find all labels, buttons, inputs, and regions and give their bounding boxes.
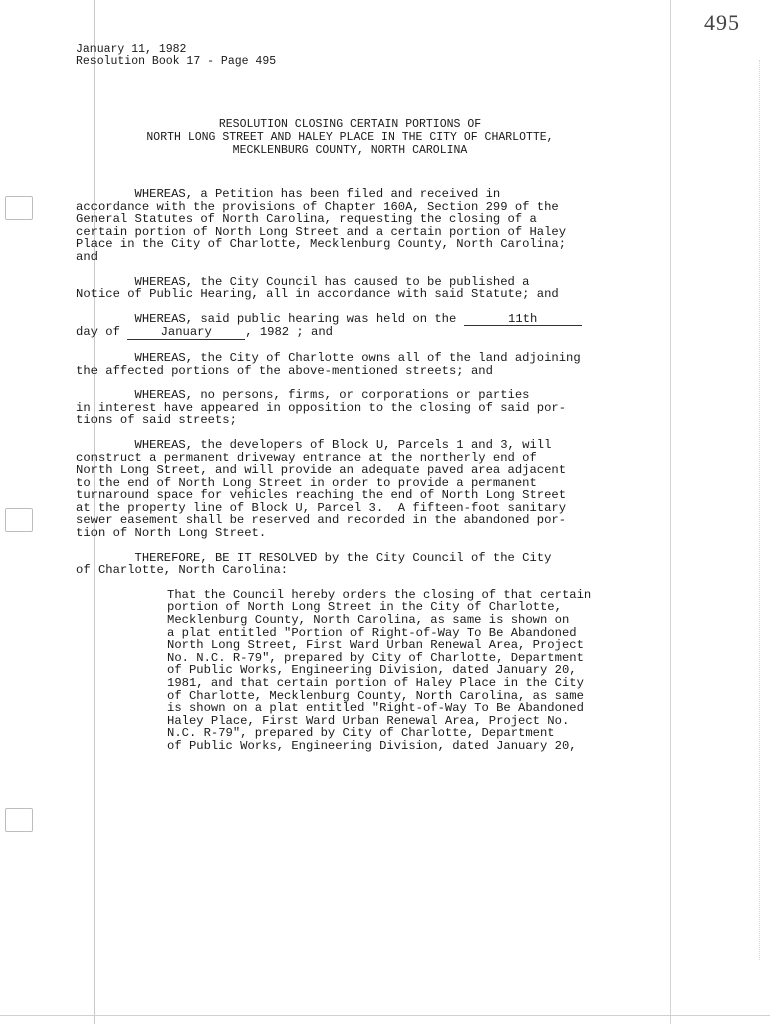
binder-hole-top <box>5 196 33 220</box>
whereas-opposition-paragraph <box>76 389 716 427</box>
text-line: WHEREAS, the City Council has caused to be published a <box>76 274 530 289</box>
text-line: and <box>76 249 98 264</box>
text-line: turnaround space for vehicles reaching the end of North Long Street <box>76 488 567 503</box>
text-line: Notice of Public Hearing, all in accordance with said Statute; and <box>76 287 559 302</box>
text-line: Haley Place, First Ward Urban Renewal Area, Project No. <box>167 713 570 728</box>
whereas-notice-paragraph <box>76 276 716 301</box>
text-line: of Charlotte, North Carolina: <box>76 563 289 578</box>
bottom-edge-line <box>0 1015 770 1016</box>
text-line: portion of North Long Street in the City of Charlotte, <box>167 600 562 615</box>
text-line: Mecklenburg County, North Carolina, as same is shown on <box>167 613 570 628</box>
text-line: accordance with the provisions of Chapter 160A, Section 299 of the <box>76 199 559 214</box>
text-line: WHEREAS, a Petition has been filed and received in <box>76 187 501 201</box>
whereas-developers-paragraph <box>76 439 716 540</box>
text-line: WHEREAS, the City of Charlotte owns all of the land adjoining <box>76 350 581 365</box>
text-line: of Public Works, Engineering Division, dated January 20, <box>167 663 577 678</box>
text-line: tion of North Long Street. <box>76 526 267 541</box>
text-line: 1981, and that certain portion of Haley Place in the City <box>167 676 584 690</box>
hearing-prefix: WHEREAS, said public hearing was held on the <box>76 311 464 326</box>
title-line-1: RESOLUTION CLOSING CERTAIN PORTIONS OF <box>218 118 482 131</box>
text-line <box>76 313 716 327</box>
whereas-hearing-paragraph <box>76 313 716 340</box>
text-line: General Statutes of North Carolina, requesting the closing of a <box>76 212 537 227</box>
text-line: No. N.C. R-79", prepared by City of Charlotte, Department <box>167 650 584 665</box>
text-line: WHEREAS, no persons, firms, or corporations or parties <box>76 388 530 403</box>
text-line: tions of said streets; <box>76 413 237 428</box>
header-book-ref: Resolution Book 17 - Page 495 <box>76 55 277 68</box>
closing-order-paragraph <box>76 589 716 753</box>
title-line-2: NORTH LONG STREET AND HALEY PLACE IN THE CITY OF CHARLOTTE, <box>146 131 554 144</box>
title-line-3: MECKLENBURG COUNTY, NORTH CAROLINA <box>232 144 468 157</box>
hearing-day-field: 11th <box>464 313 582 327</box>
text-line: N.C. R-79", prepared by City of Charlotte, Department <box>167 726 555 741</box>
text-line: North Long Street, First Ward Urban Renewal Area, Project <box>167 638 584 653</box>
resolution-body <box>76 188 716 765</box>
text-line <box>76 326 716 340</box>
text-line: sewer easement shall be reserved and recorded in the abandoned por- <box>76 513 567 528</box>
text-line: WHEREAS, the developers of Block U, Parcels 1 and 3, will <box>76 437 552 452</box>
text-line: THEREFORE, BE IT RESOLVED by the City Council of the City <box>76 550 552 565</box>
whereas-petition-paragraph <box>76 188 716 264</box>
resolution-title <box>80 118 620 157</box>
text-line: in interest have appeared in opposition to the closing of said por- <box>76 400 567 415</box>
therefore-resolved-paragraph <box>76 552 716 577</box>
text-line: Place in the City of Charlotte, Mecklenburg County, North Carolina; <box>76 237 567 252</box>
text-line: of Public Works, Engineering Division, dated January 20, <box>167 738 577 753</box>
whereas-land-paragraph <box>76 352 716 377</box>
hearing-month-field: January <box>127 326 245 340</box>
text-line: the affected portions of the above-mentioned streets; and <box>76 363 493 378</box>
binder-hole-bottom <box>5 808 33 832</box>
text-line: construct a permanent driveway entrance at the northerly end of <box>76 450 537 465</box>
page-number: 495 <box>704 10 740 35</box>
year-suffix: , 1982 ; and <box>245 325 333 340</box>
text-line: a plat entitled "Portion of Right-of-Way To Be Abandoned <box>167 625 577 640</box>
document-header <box>76 44 276 68</box>
binder-hole-middle <box>5 508 33 532</box>
text-line: certain portion of North Long Street and a certain portion of Haley <box>76 224 567 239</box>
text-line: is shown on a plat entitled "Right-of-Way To Be Abandoned <box>167 701 584 716</box>
text-line: North Long Street, and will provide an adequate paved area adjacent <box>76 463 567 478</box>
text-line: That the Council hereby orders the closing of that certain <box>167 587 592 602</box>
text-line: to the end of North Long Street in order to provide a permanent <box>76 475 537 490</box>
text-line: of Charlotte, Mecklenburg County, North Carolina, as same <box>167 688 584 703</box>
day-of-label: day of <box>76 325 128 340</box>
header-date: January 11, 1982 <box>76 43 187 56</box>
text-line: at the property line of Block U, Parcel 3. A fifteen-foot sanitary <box>76 500 567 515</box>
scan-edge-speckle <box>759 60 766 960</box>
